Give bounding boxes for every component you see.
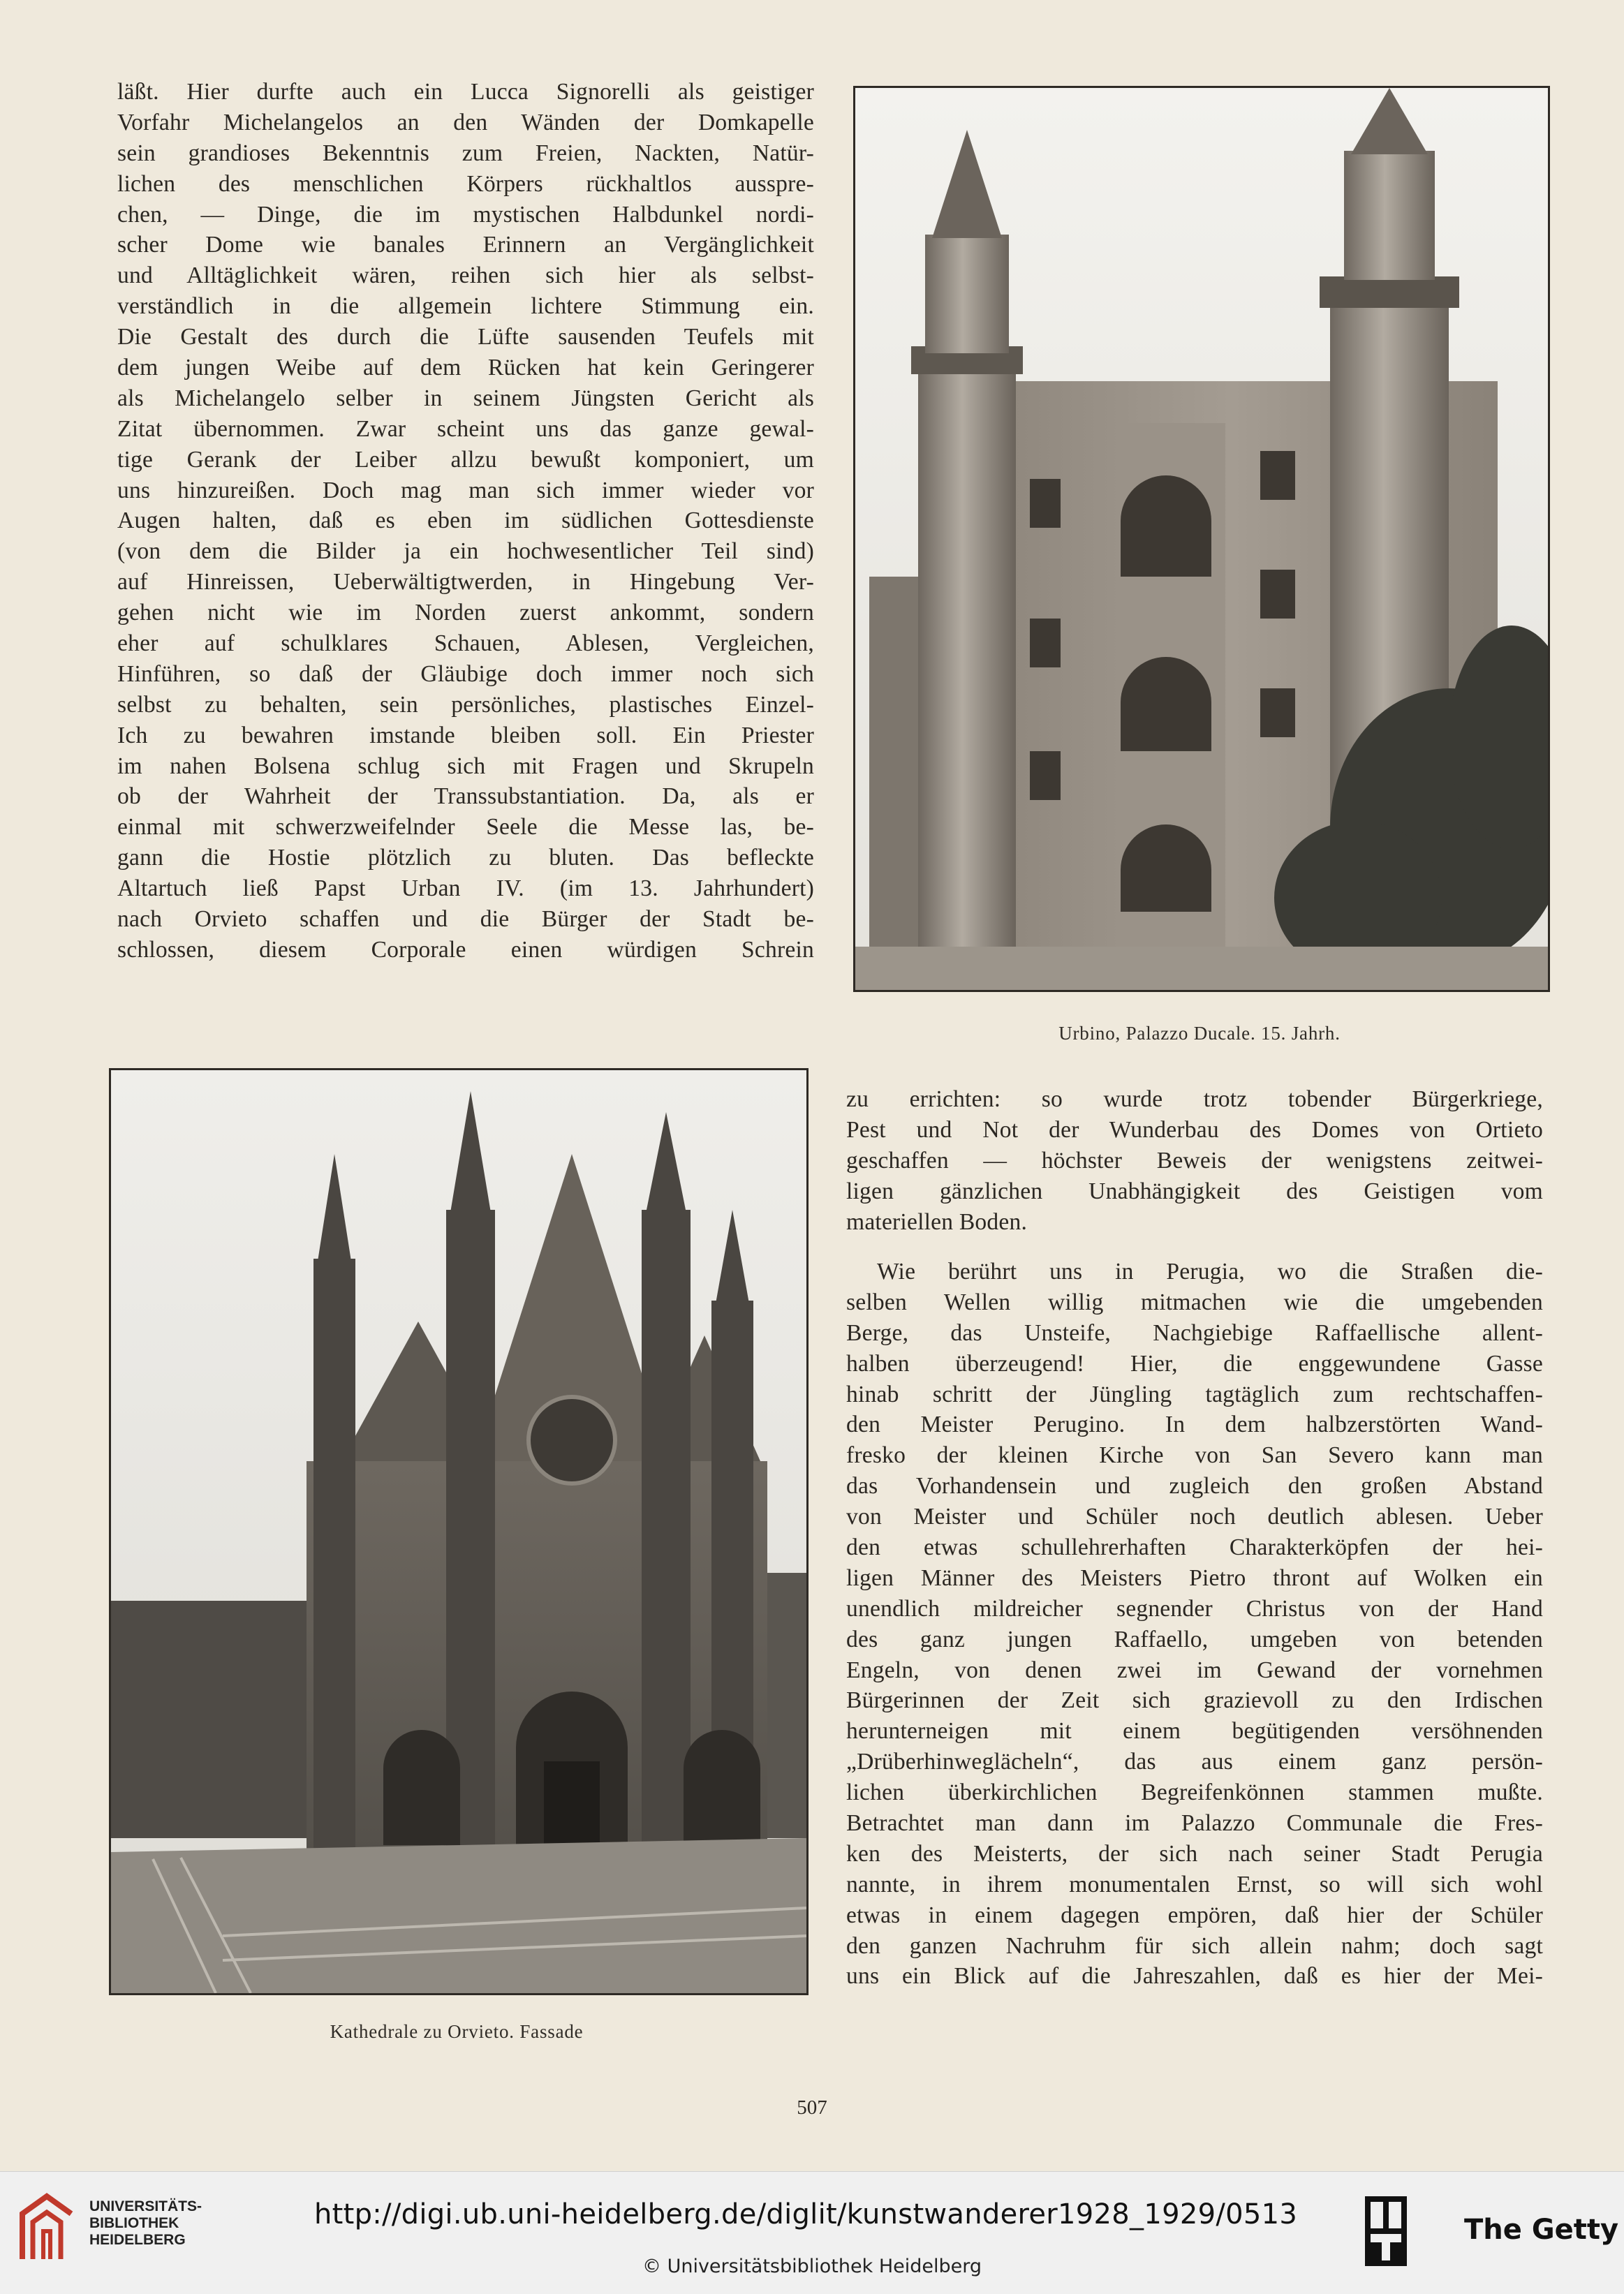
- text-line: Die Gestalt des durch die Lüfte sausenden Teufels mit: [117, 324, 814, 350]
- text-line: ken des Meisterts, der sich nach seiner Stadt Perugia: [846, 1840, 1543, 1867]
- page-number: 507: [797, 2096, 827, 2119]
- text-line: zu errichten: so wurde trotz tobender Bürgerkriege,: [846, 1086, 1543, 1112]
- text-line: Bürgerinnen der Zeit sich grazievoll zu den Irdischen: [846, 1687, 1543, 1714]
- text-line: lichen des menschlichen Körpers rückhaltlos ausspre-: [117, 170, 814, 197]
- text-line: hinab schritt der Jüngling tagtäglich zum rechtschaffen-: [846, 1381, 1543, 1407]
- text-line: ligen Männer des Meisters Pietro thront auf Wolken ein: [846, 1564, 1543, 1591]
- text-line: „Drüberhinweglächeln“, das aus einem ganz persön-: [846, 1749, 1543, 1775]
- left-text-column: [117, 77, 814, 965]
- text-line: Altartuch ließ Papst Urban IV. (im 13. Jahrhundert): [117, 875, 814, 902]
- text-line: herunterneigen mit einem begütigenden versöhnenden: [846, 1718, 1543, 1745]
- text-line: chen, — Dinge, die im mystischen Halbdunkel nordi-: [117, 201, 814, 228]
- text-line: den Meister Perugino. In dem halbzerstörten Wand-: [846, 1412, 1543, 1438]
- photo-orvieto-cathedral: [109, 1068, 809, 1995]
- text-line: Engeln, von denen zwei im Gewand der vornehmen: [846, 1657, 1543, 1683]
- text-line: dem jungen Weibe auf dem Rücken hat kein Geringerer: [117, 355, 814, 381]
- text-line: tige Gerank der Leiber allzu bewußt komponiert, um: [117, 446, 814, 473]
- viewer-footer: [0, 2171, 1624, 2294]
- text-line: das Vorhandensein und zugleich den großen Abstand: [846, 1473, 1543, 1500]
- text-line: materiellen Boden.: [846, 1208, 1028, 1235]
- text-line: unendlich mildreicher segnender Christus von der Hand: [846, 1595, 1543, 1622]
- text-line: scher Dome wie banales Erinnern an Vergänglichkeit: [117, 232, 814, 258]
- text-line: Betrachtet man dann im Palazzo Communale die Fres-: [846, 1810, 1543, 1837]
- text-line: sein grandioses Bekenntnis zum Freien, Nackten, Natür-: [117, 140, 814, 166]
- copyright-notice: © Universitätsbibliothek Heidelberg: [642, 2256, 982, 2277]
- text-line: und Alltäglichkeit wären, reihen sich hier als selbst-: [117, 262, 814, 289]
- text-line: des ganz jungen Raffaello, umgeben von betenden: [846, 1626, 1543, 1652]
- text-line: als Michelangelo selber in seinem Jüngsten Gericht als: [117, 385, 814, 411]
- university-library-name: UNIVERSITÄTS- BIBLIOTHEK HEIDELBERG: [89, 2198, 202, 2248]
- university-library-logo-icon: [15, 2193, 78, 2263]
- caption-orvieto: Kathedrale zu Orvieto. Fassade: [330, 2021, 584, 2042]
- text-line: von Meister und Schüler noch deutlich ablesen. Ueber: [846, 1504, 1543, 1530]
- text-line: schlossen, diesem Corporale einen würdigen Schrein: [117, 936, 814, 963]
- text-line: den ganzen Nachruhm für sich allein nahm; doch sagt: [846, 1932, 1543, 1959]
- text-line: einmal mit schwerzweifelnder Seele die Messe las, be-: [117, 814, 814, 841]
- left-tower: [911, 130, 1023, 982]
- text-line: auf Hinreissen, Ueberwältigtwerden, in Hingebung Ver-: [117, 569, 814, 595]
- text-line: Ich zu bewahren imstande bleiben soll. Ein Priester: [117, 722, 814, 748]
- text-line: (von dem die Bilder ja ein hochwesentlicher Teil sind): [117, 538, 814, 565]
- text-line: läßt. Hier durfte auch ein Lucca Signorelli als geistiger: [117, 79, 814, 105]
- text-line: Zitat übernommen. Zwar scheint uns das ganze gewal-: [117, 415, 814, 442]
- text-line: etwas in einem dagegen empören, daß hier der Schüler: [846, 1902, 1543, 1928]
- text-line: im nahen Bolsena schlug sich mit Fragen und Skrupeln: [117, 753, 814, 779]
- text-line: gehen nicht wie im Norden zuerst ankommt, sondern: [117, 600, 814, 626]
- text-line: Berge, das Unsteife, Nachgiebige Raffaellische allent-: [846, 1319, 1543, 1346]
- steps: [111, 1838, 806, 1993]
- text-line: eher auf schulklares Schauen, Ablesen, Vergleichen,: [117, 630, 814, 657]
- text-line: ob der Wahrheit der Transsubstantiation. Da, als er: [117, 783, 814, 810]
- text-line: gann die Hostie plötzlich zu bluten. Das befleckte: [117, 845, 814, 871]
- text-line: Vorfahr Michelangelos an den Wänden der Domkapelle: [117, 109, 814, 135]
- caption-urbino: Urbino, Palazzo Ducale. 15. Jahrh.: [1058, 1023, 1341, 1044]
- permalink-url[interactable]: http://digi.ub.uni-heidelberg.de/diglit/kunstwanderer1928_1929/0513: [314, 2198, 1298, 2230]
- text-line: selbst zu behalten, sein persönliches, plastisches Einzel-: [117, 691, 814, 718]
- text-line: lichen überkirchlichen Begreifenkönnen stammen mußte.: [846, 1779, 1543, 1806]
- text-line: Hinführen, so daß der Gläubige doch immer noch sich: [117, 660, 814, 687]
- text-line: Augen halten, daß es eben im südlichen Gottesdienste: [117, 508, 814, 534]
- text-line: ligen gänzlichen Unabhängigkeit des Geistigen vom: [846, 1178, 1543, 1204]
- text-line: uns hinzureißen. Doch mag man sich immer wieder vor: [117, 477, 814, 503]
- photo-urbino-palazzo-ducale: [853, 86, 1550, 992]
- text-line: Wie berührt uns in Perugia, wo die Straßen die-: [877, 1259, 1543, 1285]
- right-text-column-bottom: [846, 1257, 1543, 1992]
- text-line: uns ein Blick auf die Jahreszahlen, daß es hier der Mei-: [846, 1963, 1543, 1990]
- getty-name: The Getty: [1464, 2214, 1619, 2246]
- text-line: fresko der kleinen Kirche von San Severo kann man: [846, 1442, 1543, 1469]
- text-line: geschaffen — höchster Beweis der wenigstens zeitwei-: [846, 1147, 1543, 1174]
- text-line: verständlich in die allgemein lichtere Stimmung ein.: [117, 293, 814, 320]
- text-line: selben Wellen willig mitmachen wie die umgebenden: [846, 1289, 1543, 1315]
- text-line: Pest und Not der Wunderbau des Domes von Ortieto: [846, 1116, 1543, 1143]
- text-line: den etwas schullehrerhaften Charakterköpfen der hei-: [846, 1534, 1543, 1561]
- text-line: nannte, in ihrem monumentalen Ernst, so will sich wohl: [846, 1871, 1543, 1897]
- getty-logo-icon: [1365, 2196, 1407, 2266]
- text-line: halben überzeugend! Hier, die enggewundene Gasse: [846, 1350, 1543, 1377]
- right-text-column-top: [846, 1084, 1543, 1237]
- text-line: nach Orvieto schaffen und die Bürger der Stadt be-: [117, 906, 814, 933]
